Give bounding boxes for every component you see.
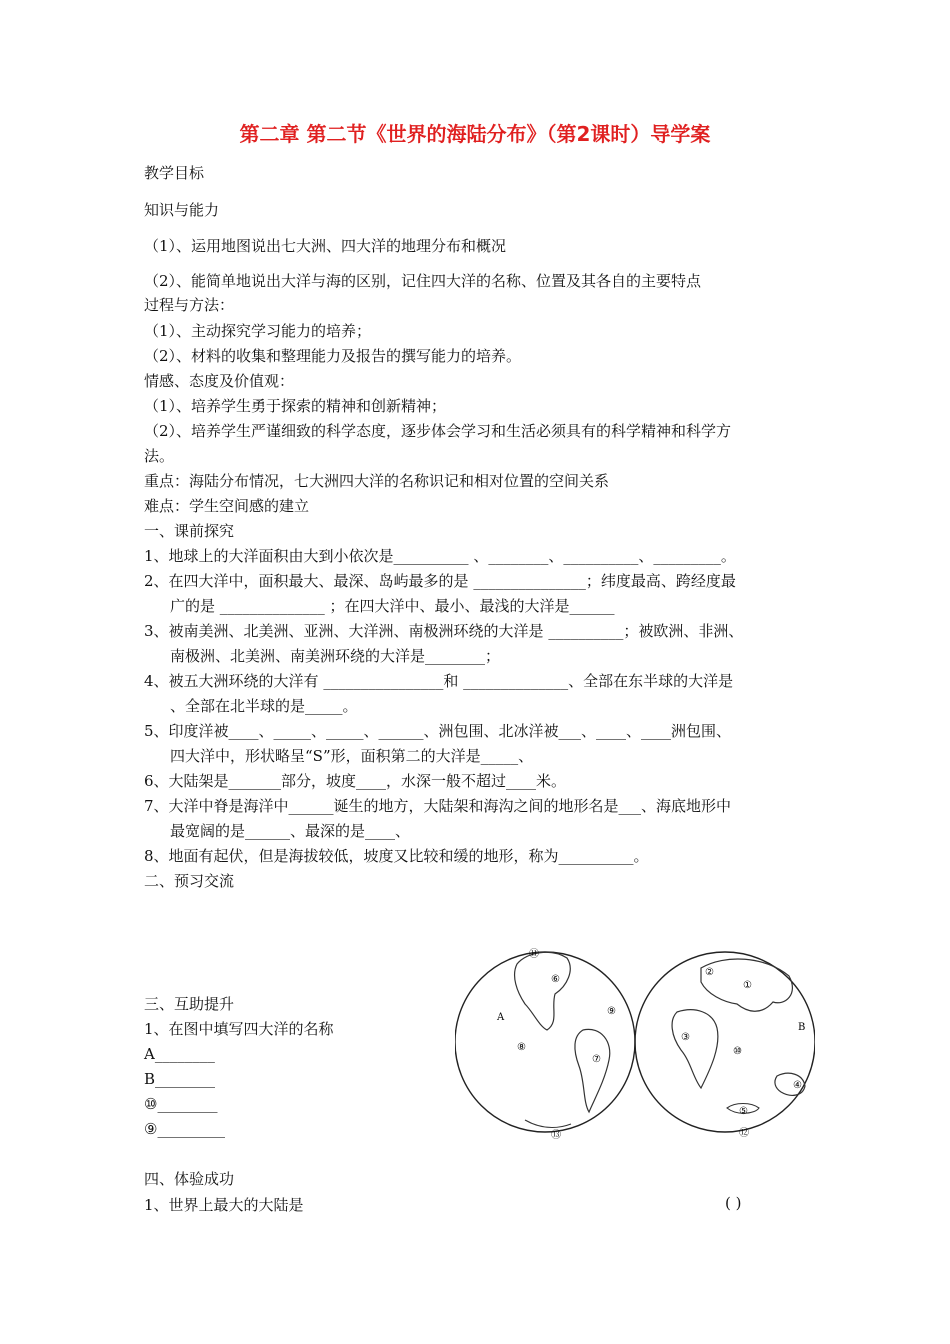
answer-line-10: ⑩________ [144, 1095, 218, 1113]
text-line: 过程与方法： [144, 296, 235, 314]
ocean-label-a: A [497, 1012, 505, 1023]
page-title: 第二章 第二节《世界的海陆分布》（第2课时）导学案 [239, 122, 711, 146]
question-line: 4、被五大洲环绕的大洋有 ________________和 ______________、全部在东半球的大洋是 [144, 672, 734, 690]
question-line: 7、大洋中脊是海洋中______诞生的地方，大陆架和海沟之间的地形名是___、海底地形中 [144, 797, 732, 815]
map-number-label: ③ [681, 1032, 690, 1043]
map-number-label: ⑦ [592, 1054, 601, 1065]
north-america-outline [515, 952, 571, 1030]
question-line: 南极洲、北美洲、南美洲环绕的大洋是________； [170, 647, 501, 665]
section-heading: 四、体验成功 [144, 1170, 235, 1188]
answer-line-b: B________ [144, 1070, 216, 1088]
text-line: （1）、主动探究学习能力的培养； [144, 322, 372, 340]
section-heading: 二、预习交流 [144, 872, 235, 890]
antarctica-outline-west [525, 1120, 571, 1127]
text-line: （2）、能简单地说出大洋与海的区别，记住四大洋的名称、位置及其各自的主要特点 [144, 272, 702, 290]
text-line: 情感、态度及价值观： [144, 372, 295, 390]
question-line: 6、大陆架是_______部分，坡度____，水深一般不超过____米。 [144, 772, 567, 790]
question-line: 3、被南美洲、北美洲、亚洲、大洋洲、南极洲环绕的大洋是 __________；被欧洲、非洲、 [144, 622, 744, 640]
text-line: （2）、材料的收集和整理能力及报告的撰写能力的培养。 [144, 347, 522, 365]
question-line: 8、地面有起伏，但是海拔较低，坡度又比较和缓的地形，称为__________。 [144, 847, 649, 865]
question-line: 、全部在北半球的是_____。 [170, 697, 358, 715]
question-line: 2、在四大洋中，面积最大、最深、岛屿最多的是 _______________；纬度最高、跨经度最 [144, 572, 736, 590]
question-line: 广的是 ______________ ；在四大洋中、最小、最浅的大洋是______ [170, 597, 615, 615]
map-number-label: ④ [793, 1080, 802, 1091]
text-line: （1）、培养学生勇于探索的精神和创新精神； [144, 397, 447, 415]
map-number-label: ⑤ [739, 1106, 748, 1117]
map-number-label: ⑩ [733, 1046, 742, 1057]
map-number-label: ⑥ [551, 974, 560, 985]
eastern-hemisphere-outline [635, 952, 815, 1132]
question-line: 5、印度洋被____、_____、_____、______、洲包围、北冰洋被___、____、____洲包围、 [144, 722, 732, 740]
text-line: 知识与能力 [144, 201, 220, 219]
map-number-label: ① [743, 980, 752, 991]
question-line: 1、世界上最大的大陆是 [144, 1196, 304, 1214]
map-number-label: ⑫ [739, 1128, 749, 1139]
map-number-label: ⑪ [529, 949, 539, 960]
map-number-label: ⑨ [607, 1006, 616, 1017]
south-america-outline [575, 1029, 610, 1112]
map-number-label: ⑬ [551, 1130, 561, 1141]
text-line: 法。 [144, 447, 175, 465]
answer-line-a: A________ [144, 1045, 215, 1063]
text-line: （2）、培养学生严谨细致的科学态度，逐步体会学习和生活必须具有的科学精神和科学方 [144, 422, 732, 440]
map-number-label: ⑧ [517, 1042, 526, 1053]
text-line: （1）、运用地图说出七大洲、四大洋的地理分布和概况 [144, 237, 507, 255]
question-line: 四大洋中，形状略呈“S”形，面积第二的大洋是_____、 [170, 747, 534, 765]
section-heading: 一、课前探究 [144, 522, 235, 540]
text-line: 教学目标 [144, 164, 205, 182]
world-hemisphere-map [455, 942, 815, 1142]
question-line: 1、在图中填写四大洋的名称 [144, 1020, 334, 1038]
map-number-label: ② [705, 967, 714, 978]
answer-line-9: ⑨_________ [144, 1120, 225, 1138]
africa-outline [672, 1010, 718, 1088]
text-line: 重点：海陆分布情况，七大洲四大洋的名称识记和相对位置的空间关系 [144, 472, 610, 490]
text-line: 难点：学生空间感的建立 [144, 497, 310, 515]
question-line: 1、地球上的大洋面积由大到小依次是__________ 、________、__________、_________。 [144, 547, 736, 565]
answer-parentheses: ( ) [725, 1194, 742, 1212]
ocean-label-b: B [798, 1022, 806, 1033]
question-line: 最宽阔的是______、最深的是____、 [170, 822, 411, 840]
section-heading: 三、互助提升 [144, 995, 235, 1013]
